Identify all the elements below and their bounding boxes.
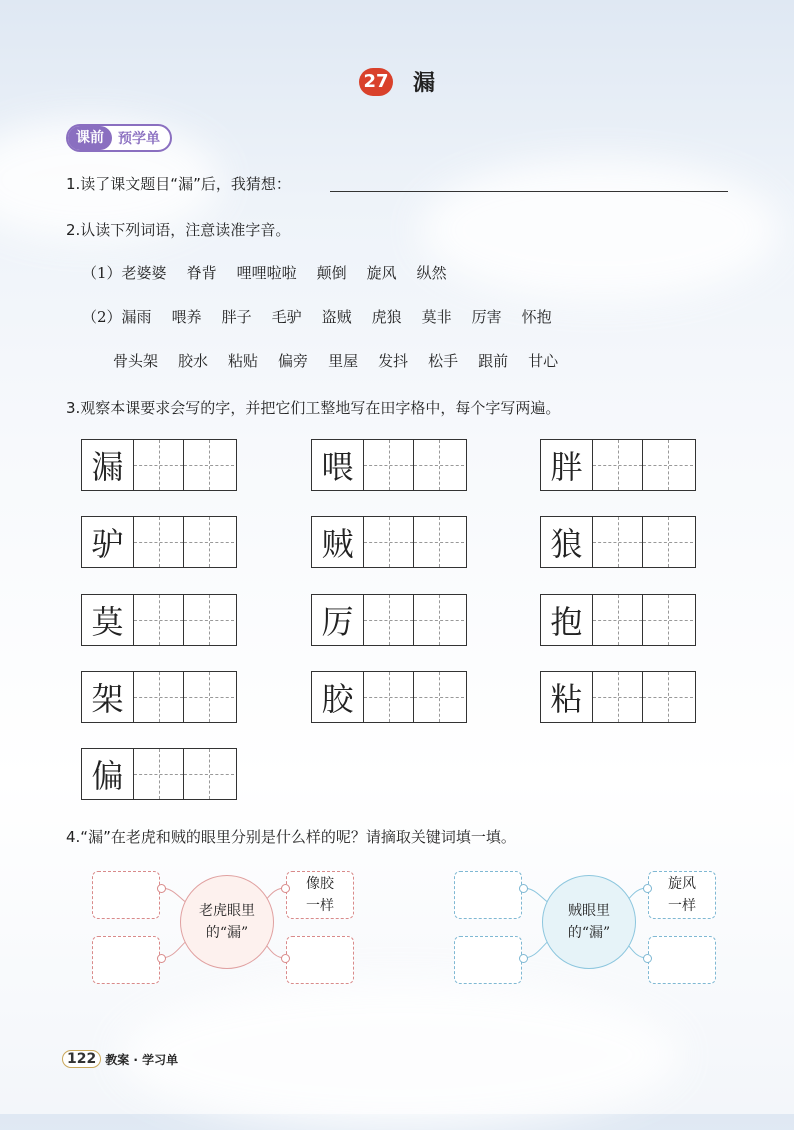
model-character: 偏 bbox=[82, 749, 134, 799]
footer-label: 教案 · 学习单 bbox=[105, 1052, 179, 1067]
section-tag-part1: 课前 bbox=[68, 126, 112, 150]
mind-map-center-thief bbox=[542, 875, 636, 969]
center-line: 贼眼里 bbox=[568, 903, 610, 919]
practice-cell[interactable] bbox=[134, 672, 184, 722]
word: 喂养 bbox=[171, 308, 202, 326]
writing-grid[interactable] bbox=[81, 516, 237, 568]
question-1: 1.读了课文题目“漏”后，我猜想： bbox=[66, 175, 291, 193]
writing-grid[interactable] bbox=[311, 594, 467, 646]
filled-box bbox=[286, 871, 354, 919]
answer-line[interactable] bbox=[330, 191, 728, 192]
model-character: 架 bbox=[82, 672, 134, 722]
lesson-title: 漏 bbox=[412, 71, 435, 96]
word: 松手 bbox=[428, 352, 459, 370]
practice-cell[interactable] bbox=[643, 595, 693, 645]
mind-map-center-tiger bbox=[180, 875, 274, 969]
connector-dot bbox=[643, 884, 652, 893]
practice-cell[interactable] bbox=[364, 595, 414, 645]
center-line: 的“漏” bbox=[567, 925, 611, 941]
practice-cell[interactable] bbox=[134, 595, 184, 645]
section-tag-part2: 预学单 bbox=[118, 131, 160, 147]
word: 怀抱 bbox=[521, 308, 552, 326]
practice-cell[interactable] bbox=[414, 517, 464, 567]
practice-cell[interactable] bbox=[593, 595, 643, 645]
lesson-header bbox=[0, 66, 794, 97]
word: 发抖 bbox=[378, 352, 409, 370]
question-2: 2.认读下列词语，注意读准字音。 bbox=[66, 221, 291, 239]
connector-dot bbox=[519, 954, 528, 963]
center-line: 老虎眼里 bbox=[199, 903, 255, 919]
word: 老婆婆 bbox=[121, 264, 167, 282]
practice-cell[interactable] bbox=[643, 440, 693, 490]
page-number: 122 bbox=[62, 1050, 101, 1068]
model-character: 莫 bbox=[82, 595, 134, 645]
answer-box[interactable] bbox=[92, 871, 160, 919]
practice-cell[interactable] bbox=[364, 517, 414, 567]
connector-dot bbox=[157, 884, 166, 893]
row-label: （1） bbox=[82, 264, 122, 282]
word: 粘贴 bbox=[228, 352, 259, 370]
lesson-number-badge: 27 bbox=[359, 68, 393, 96]
filled-box bbox=[648, 871, 716, 919]
model-character: 厉 bbox=[312, 595, 364, 645]
model-character: 喂 bbox=[312, 440, 364, 490]
practice-cell[interactable] bbox=[414, 672, 464, 722]
word-row-2 bbox=[82, 306, 572, 327]
writing-grid[interactable] bbox=[81, 748, 237, 800]
word: 纵然 bbox=[416, 264, 447, 282]
practice-cell[interactable] bbox=[134, 440, 184, 490]
writing-grid[interactable] bbox=[81, 439, 237, 491]
word: 颠倒 bbox=[316, 264, 347, 282]
practice-cell[interactable] bbox=[184, 749, 234, 799]
word: 里屋 bbox=[328, 352, 359, 370]
word: 胖子 bbox=[221, 308, 252, 326]
word: 莫非 bbox=[421, 308, 452, 326]
question-3: 3.观察本课要求会写的字，并把它们工整地写在田字格中，每个字写两遍。 bbox=[66, 399, 561, 417]
word: 甘心 bbox=[528, 352, 559, 370]
row-label: （2） bbox=[82, 308, 122, 326]
word: 厉害 bbox=[471, 308, 502, 326]
model-character: 粘 bbox=[541, 672, 593, 722]
model-character: 胶 bbox=[312, 672, 364, 722]
word: 胶水 bbox=[178, 352, 209, 370]
word: 虎狼 bbox=[371, 308, 402, 326]
practice-cell[interactable] bbox=[184, 440, 234, 490]
filled-line: 一样 bbox=[306, 898, 334, 914]
practice-cell[interactable] bbox=[184, 595, 234, 645]
question-4: 4.“漏”在老虎和贼的眼里分别是什么样的呢？请摘取关键词填一填。 bbox=[66, 828, 516, 846]
filled-line: 一样 bbox=[668, 898, 696, 914]
word: 毛驴 bbox=[271, 308, 302, 326]
word: 漏雨 bbox=[121, 308, 152, 326]
practice-cell[interactable] bbox=[364, 672, 414, 722]
model-character: 漏 bbox=[82, 440, 134, 490]
word-row-3 bbox=[113, 350, 578, 371]
writing-grid[interactable] bbox=[540, 671, 696, 723]
writing-grid[interactable] bbox=[311, 439, 467, 491]
answer-box[interactable] bbox=[454, 936, 522, 984]
page-footer bbox=[62, 1050, 178, 1068]
writing-grid[interactable] bbox=[81, 671, 237, 723]
word: 旋风 bbox=[366, 264, 397, 282]
word: 脊背 bbox=[186, 264, 217, 282]
model-character: 驴 bbox=[82, 517, 134, 567]
center-line: 的“漏” bbox=[205, 925, 249, 941]
cloud-decoration bbox=[120, 980, 680, 1130]
writing-grid[interactable] bbox=[540, 516, 696, 568]
writing-grid[interactable] bbox=[311, 671, 467, 723]
practice-cell[interactable] bbox=[134, 749, 184, 799]
connector-dot bbox=[519, 884, 528, 893]
practice-cell[interactable] bbox=[184, 517, 234, 567]
filled-line: 旋风 bbox=[668, 876, 696, 892]
word: 偏旁 bbox=[278, 352, 309, 370]
practice-cell[interactable] bbox=[593, 440, 643, 490]
model-character: 狼 bbox=[541, 517, 593, 567]
practice-cell[interactable] bbox=[414, 595, 464, 645]
writing-grid[interactable] bbox=[81, 594, 237, 646]
filled-line: 像胶 bbox=[306, 876, 334, 892]
practice-cell[interactable] bbox=[134, 517, 184, 567]
section-tag bbox=[66, 124, 172, 152]
writing-grid[interactable] bbox=[540, 439, 696, 491]
practice-cell[interactable] bbox=[593, 672, 643, 722]
practice-cell[interactable] bbox=[643, 672, 693, 722]
model-character: 贼 bbox=[312, 517, 364, 567]
word-row-1 bbox=[82, 262, 467, 283]
practice-cell[interactable] bbox=[643, 517, 693, 567]
writing-grid[interactable] bbox=[311, 516, 467, 568]
answer-box[interactable] bbox=[648, 936, 716, 984]
connector-dot bbox=[281, 884, 290, 893]
writing-grid[interactable] bbox=[540, 594, 696, 646]
word: 盗贼 bbox=[321, 308, 352, 326]
word: 哩哩啦啦 bbox=[236, 264, 297, 282]
practice-cell[interactable] bbox=[364, 440, 414, 490]
model-character: 抱 bbox=[541, 595, 593, 645]
practice-cell[interactable] bbox=[414, 440, 464, 490]
answer-box[interactable] bbox=[92, 936, 160, 984]
connector-dot bbox=[643, 954, 652, 963]
practice-cell[interactable] bbox=[184, 672, 234, 722]
cloud-decoration bbox=[420, 160, 780, 300]
word: 跟前 bbox=[478, 352, 509, 370]
connector-dot bbox=[281, 954, 290, 963]
model-character: 胖 bbox=[541, 440, 593, 490]
answer-box[interactable] bbox=[286, 936, 354, 984]
word: 骨头架 bbox=[113, 352, 159, 370]
practice-cell[interactable] bbox=[593, 517, 643, 567]
answer-box[interactable] bbox=[454, 871, 522, 919]
connector-dot bbox=[157, 954, 166, 963]
